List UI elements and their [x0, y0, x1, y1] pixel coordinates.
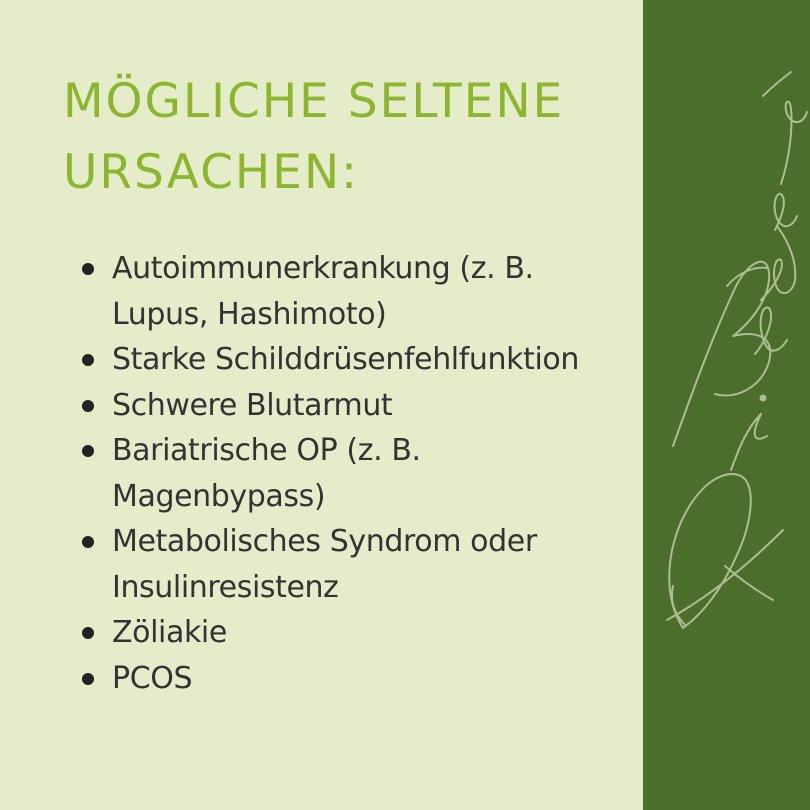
list-item — [82, 246, 627, 337]
list-item — [82, 519, 627, 610]
list-item — [82, 383, 627, 429]
bullet-icon — [82, 536, 94, 548]
list-item-text: Starke Schilddrüsenfehlfunktion — [112, 342, 579, 377]
title-line-2: URSACHEN: — [63, 145, 359, 200]
sidebar-panel — [643, 0, 810, 810]
bullet-icon — [82, 673, 94, 685]
bullet-icon — [82, 400, 94, 412]
title-line-1: MÖGLICHE SELTENE — [63, 74, 565, 129]
list-item — [82, 610, 627, 656]
bullet-icon — [82, 445, 94, 457]
bullet-icon — [82, 263, 94, 275]
list-item-text: Schwere Blutarmut — [112, 387, 393, 423]
bullet-icon — [82, 354, 94, 366]
list-item-text: Autoimmunerkrankung (z. B. Lupus, Hashimoto) — [112, 251, 534, 332]
list-item — [82, 428, 627, 519]
list-item — [82, 337, 627, 383]
signature-logo — [643, 0, 810, 810]
list-item-text: Zöliakie — [112, 615, 227, 650]
bullet-icon — [82, 627, 94, 639]
causes-list — [82, 246, 627, 701]
list-item-text: Metabolisches Syndrom oder Insulinresistenz — [112, 524, 537, 605]
list-item-text: PCOS — [112, 660, 193, 696]
list-item-text: Bariatrische OP (z. B. Magenbypass) — [112, 433, 421, 514]
page-title — [63, 66, 623, 208]
list-item — [82, 656, 627, 702]
